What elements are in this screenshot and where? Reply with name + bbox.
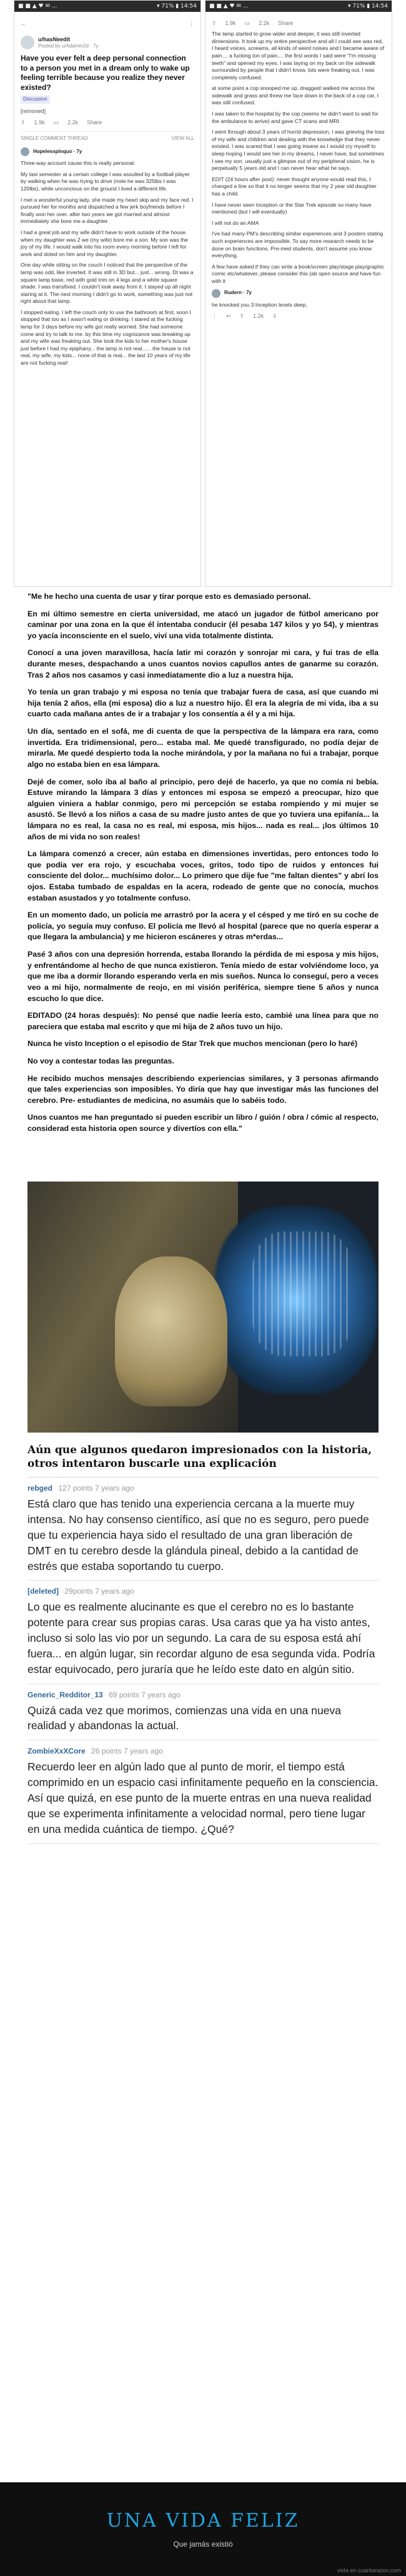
- comments-section: [27, 1439, 379, 1844]
- reddit-screenshots: [14, 0, 392, 587]
- battery-clock: ▾ 71% ▮ 14:54: [157, 3, 197, 9]
- comment-meta: [27, 1690, 379, 1699]
- comment-meta: [27, 1747, 379, 1755]
- upvote-icon[interactable]: ⇧: [21, 119, 26, 126]
- post-actions: [21, 119, 194, 126]
- comment-points: 29points 7 years ago: [64, 1587, 134, 1596]
- post-flair: Discussion: [21, 96, 50, 104]
- comment-item: [27, 1684, 379, 1741]
- comment-paragraph: One day while sitting on the couch I noticed that the perspective of the lamp was odd, like inverted. It was still in 3D but... just... wrong. Dt was a square lamp base, red with gold trim on 4 legs and a white square shade. I was transfixed. I couldn't look away from it. I stayed up all night staring at it. The next morning I didn't go to work, something was just not right about that lamp.: [21, 262, 194, 305]
- app-topbar: [21, 16, 194, 32]
- story-paragraph: En un momento dado, un policía me arrastró por la acera y el césped y me tiró en su coche de policía, yo seguía muy confuso. El policía me llevó al hospital (parece que no quería esperar a que llegara la ambulancia) y me hicieron escáneres y otras m*erdas...: [27, 910, 379, 942]
- comment-item: [27, 1478, 379, 1581]
- avatar[interactable]: [21, 36, 34, 49]
- upvote-icon[interactable]: ⇧: [212, 20, 217, 26]
- story-paragraph: En mi último semestre en cierta universidad, me atacó un jugador de fútbol americano por caminar por una zona en la que él intentaba conducir (él pesaba 147 kilos y yo 54), y mientras yo yacía inconsciente en el suelo, viví una vida totalmente distinta.: [27, 609, 379, 640]
- thread-label: SINGLE COMMENT THREAD: [21, 136, 88, 142]
- story-paragraph: Unos cuantos me han preguntado si pueden escribir un libro / guión / obra / cómic al respecto, considerad esta historia open source y divertíos con ella.": [27, 1113, 379, 1133]
- comment-paragraph: I will not do an AMA: [212, 219, 259, 226]
- comment-text: Lo que es realmente alucinante es que el cerebro no es lo bastante potente para crear sus propias caras. Usa caras que ya ha visto antes, incluso si solo las vio por un segundo. La cara de su esposa está ahí fuera... en algún lugar, sin recordar alguno de esa segunda vida. Podría estar equivocado, pero juraría que he leído este dato en algún sitio.: [27, 1601, 375, 1675]
- section-title: Aún que algunos quedaron impresionados con la historia, otros intentaron buscarle una explicación: [27, 1439, 379, 1478]
- comment-count: 2.2k: [67, 119, 79, 126]
- comment-username[interactable]: Generic_Redditor_13: [27, 1690, 103, 1699]
- status-icons: ■ ■ ▲ ♥ ✉ ...: [209, 3, 249, 9]
- reply-actions: [212, 312, 385, 320]
- comment-item: [27, 1740, 379, 1843]
- comment-points: 69 points 7 years ago: [109, 1690, 181, 1699]
- comment-paragraph: I stopped eating. I left the couch only to use the bathroom at first, soon I stopped that too as I wasn't eating or drinking. I stared at the fucking lamp for 3 days before my wife got really worried. She had someone come and try to talk to me. by this time my cognizance was breaking up and my wife was freaking out. She took the kids to her mother's house just before I had my epiphany... the lamp is not real...... the house is not real, my wife, my kids... none of that is real... the last 10 years of my life are not fucking real!: [21, 308, 191, 367]
- upvote-icon[interactable]: ⇧: [239, 313, 245, 320]
- commenter-name[interactable]: Hopelesspinquo · 7y: [33, 148, 82, 154]
- reply-header: [212, 289, 385, 298]
- comment-icon[interactable]: ▭: [53, 119, 59, 126]
- comment-points: 26 points 7 years ago: [91, 1747, 163, 1756]
- comment-text: Quizá cada vez que morimos, comienzas una vida en una nueva realidad y abandonas la actual.: [27, 1704, 341, 1732]
- comment-paragraph: I went through about 3 years of horrid depression, I was grieving the loss of my wife and children and dealing with the knowledge that they never existed. I was scared that I was going insane as I would cry myself to sleep hoping I would see her in my dreams, I never have, but sometimes I see my son. usually just a glimpse out of my peripheral vision. he is perpetually 5 years old and I can never hear what he says.: [212, 129, 385, 172]
- reply-text: he knocked you 3 Inception levels deep.: [212, 301, 307, 308]
- status-bar: [205, 1, 392, 12]
- illustration-photo: [27, 1182, 379, 1433]
- comment-paragraph: I've had many PM's describing similar experiences and 3 posters stating such experiences are impossible. To say more research needs to be done on brain functions. Pre-med students, don't assume you know everything.: [212, 230, 384, 259]
- photo-person: [115, 1256, 227, 1406]
- comment-username[interactable]: ZombieXxXCore: [27, 1747, 86, 1756]
- story-paragraph: Pasé 3 años con una depresión horrenda, estaba llorando la pérdida de mi esposa y mis hijos, y enfrentándome al hecho de que nunca existieron. Tenía miedo de estar volviéndome loco, ya que me iba a dormir llorando esperando verla en mis sueños. Nunca lo conseguí, pero a veces veo a mi hijo, normalmente de reojo, en mi visión periférica, siempre tiene 5 años y nunca escucho lo que dice.: [27, 950, 379, 1003]
- site-credit[interactable]: vista en cuantarazon.com: [337, 2567, 401, 2574]
- footer-subtitle: Que jamás existió: [173, 2540, 233, 2549]
- story-paragraph: Dejé de comer, solo iba al baño al principio, pero dejé de hacerlo, ya que no comía ni bebía. Estuve mirando la lámpara 3 días y entonces mi esposa se empezó a preocupar, hizo que alguien viniera a hablar conmigo, pero mi percepción se estaba rompiendo y mi mujer se asustó. Se llevó a los niños a casa de su madre justo antes de que yo tuviera una epifanía... la lámpara no es real, la casa no es real, mi esposa, mis hijos... nada es real... ¡los últimos 10 años de mi vida no son reales!: [27, 777, 379, 841]
- comment-item: [27, 1581, 379, 1684]
- comment-paragraph: A few have asked if they can write a book/screen play/stage play/graphic comic etc/whatever, please consider this (ab open source and have fun with it: [212, 263, 385, 284]
- comment-username[interactable]: [deleted]: [27, 1587, 59, 1596]
- comment-points: 127 points 7 years ago: [58, 1484, 134, 1493]
- footer-banner: [0, 2482, 406, 2576]
- more-icon[interactable]: ⋮: [189, 20, 194, 27]
- post-title: Have you ever felt a deep personal connection to a person you met in a dream only to wake up feeling terrible because you realize they never existed?: [21, 53, 190, 92]
- comment-meta: [27, 1587, 379, 1596]
- footer-title: UNA VIDA FELIZ: [106, 2510, 300, 2532]
- replier-avatar: [212, 289, 220, 298]
- view-all-link[interactable]: VIEW ALL: [171, 136, 194, 142]
- back-arrow-icon[interactable]: ←: [21, 20, 26, 27]
- post-actions: [212, 19, 385, 27]
- vote-count: 1.9k: [225, 20, 236, 26]
- comment-icon[interactable]: ▭: [244, 20, 250, 26]
- comment-text: Recuerdo leer en algún lado que al punto de morir, el tiempo está comprimido en un espacio casi infinitamente pequeño en la consciencia. Así que quizá, en ese punto de la muerte entras en una nueva realidad que se experimenta infinitamente a velocidad normal, pero tiene lugar en una medida cuántica de tiempo. ¿Qué?: [27, 1760, 379, 1835]
- story-paragraph: Nunca he visto Inception o el episodio de Star Trek que muchos mencionan (pero lo haré): [27, 1039, 358, 1049]
- comment-count: 2.2k: [259, 20, 270, 26]
- more-icon[interactable]: ⋮: [212, 313, 217, 320]
- comment-text: Está claro que has tenido una experiencia cercana a la muerte muy intensa. No hay consenso científico, así que no es seguro, pero puede que tu experiencia haya sido el resultado de una gran liberación de DMT en tu cerebro desde la glándula pineal, debido a la cantidad de estrés que estaba soportando tu cuerpo.: [27, 1498, 369, 1572]
- comment-paragraph: I have never seen Inception or the Star Trek episode so many have mentioned (but I will eventually): [212, 201, 372, 215]
- share-button[interactable]: Share: [87, 119, 102, 126]
- story-paragraph: No voy a contestar todas las preguntas.: [27, 1056, 174, 1065]
- replier-name[interactable]: Rudern · 7y: [224, 290, 252, 296]
- story-paragraph: Conocí a una joven maravillosa, hacía latir mi corazón y sonrojar mi cara, y fui tras de ella durante meses, despachando a unos cuantos novios capullos antes de ganarme su corazón. Tras 2 años nos casamos y casi inmediatamente dio a luz a nuestra hija.: [27, 648, 379, 679]
- comment-paragraph: I met a wonderful young lady, she made my heart skip and my face red. I pursued her for months and dispatched a few jerk boyfriends before I finally won her over. after two years we got married and almost immediately she bore me a daughter.: [21, 196, 194, 225]
- comment-paragraph: at some point a cop snooped me up, dragged/ walked me across the sidewalk and grass and threw me face down in the back of a cop car, I was still confused.: [212, 85, 379, 106]
- comment-paragraph: My last semester at a certain college I was assulted by a football player by walking when he was trying to drive (note he was 325lbs I was 120lbs), while unconcious on the ground I lived a different life.: [21, 170, 190, 192]
- reply-icon[interactable]: ↩: [226, 313, 231, 320]
- fade-overlay: [14, 561, 201, 586]
- reply-votes: 1.2k: [253, 313, 264, 320]
- comment-meta: [27, 1484, 379, 1493]
- story-paragraph: Yo tenía un gran trabajo y mi esposa no tenía que trabajar fuera de casa, así que cuando mi hija tenía 2 años, ella (mi esposa) dio a luz a nuestro hijo. Él era la alegría de mi vida, iba a su cuarto cada mañana antes de ir a trabajar y los consentía a él y a mi hija.: [27, 688, 379, 719]
- share-button[interactable]: Share: [278, 20, 294, 26]
- comment-paragraph: I had a great job and my wife didn't have to work outside of the house. when my daughter was 2 we (my wife) bore me a son. My son was the joy of my life. I would walk into his room every morning before I left for work and doted on him and my daughter.: [21, 229, 188, 257]
- vote-count: 1.9k: [34, 119, 45, 126]
- removed-body: [removed]: [21, 108, 46, 115]
- story-paragraph: EDITADO (24 horas después): No pensé que nadie leería esto, cambié una línea para que no pareciera que estaba mal escrito y que mi hija de 2 años tuvo un hijo.: [27, 1011, 379, 1031]
- story-paragraph: Un día, sentado en el sofá, me di cuenta de que la perspectiva de la lámpara era rara, como invertida. Era tridimensional, pero... estaba mal. Me quedé transfigurado, no podía dejar de mirarla. Me quedé despierto toda la noche mirándola, y por la mañana no fui a trabajar, porque algo no estaba bien en esa lámpara.: [27, 727, 379, 769]
- comment-paragraph: I was taken to the hospital by the cop (seems he didn't want to wait for the ambulance to arrive) and gave CT scans and MRI.: [212, 111, 379, 124]
- subreddit-name[interactable]: u/hasNeedit: [38, 36, 71, 42]
- battery-clock: ▾ 71% ▮ 14:54: [348, 3, 388, 9]
- comment-paragraph: EDIT (24 hours after post): never thought anyone would read this, I changed a line so that it no longer seems that my 2 year old daughter has a child.: [212, 175, 377, 197]
- story-paragraph: "Me he hecho una cuenta de usar y tirar porque esto es demasiado personal.: [27, 592, 311, 601]
- post-header: [21, 36, 194, 50]
- comment-header: [21, 147, 194, 156]
- translated-story: [27, 591, 379, 1141]
- post-author: Posted by u/Adamm2d · 7y: [38, 43, 99, 49]
- commenter-avatar: [21, 147, 29, 156]
- photo-light-streaks: [252, 1231, 352, 1356]
- status-bar: [14, 1, 201, 12]
- phone-left: [14, 0, 201, 587]
- thread-bar: [21, 131, 194, 142]
- story-paragraph: He recibido muchos mensajes describiendo experiencias similares, y 3 personas afirmando que tales experiencias son imposibles. Yo diría que hay que investigar más las funciones del cerebro. Pre- estudiantes de medicina, no asumáis que lo sabéis todo.: [27, 1073, 379, 1105]
- downvote-icon[interactable]: ⇩: [272, 313, 277, 320]
- status-icons: ■ ■ ▲ ♥ ✉ ...: [18, 3, 57, 9]
- comment-paragraph: Three-way account cause this is really personal.: [21, 160, 136, 167]
- phone-right: [205, 0, 392, 587]
- comment-username[interactable]: rebged: [27, 1484, 53, 1493]
- story-paragraph: La lámpara comenzó a crecer, aún estaba en dimensiones invertidas, pero entonces todo lo que podía ver era rojo, y escuchaba voces, gritos, todo tipo de ruidos y entonces fui consciente del dolor... muchísimo dolor... Lo primero que dije fue "me faltan dientes" y abrí los ojos. Estaba tumbado de espaldas en la acera, rodeado de gente que no conocía, muchos estaban asustados y yo totalmente confuso.: [27, 849, 379, 902]
- comment-paragraph: The lamp started to grow wider and deeper, it was still inverted dimensions. It took up my entire perspective and all I could see was red, I heard voices, screams, all kinds of weird noises and I became aware of pain.... a fucking ton of pain.... the first words I said were "I'm missing teeth" and opened my eyes. I was laying on my back on the sidewalk surrounded by people that I didn't know, lots were freaking out, I was completely confused.: [212, 31, 385, 81]
